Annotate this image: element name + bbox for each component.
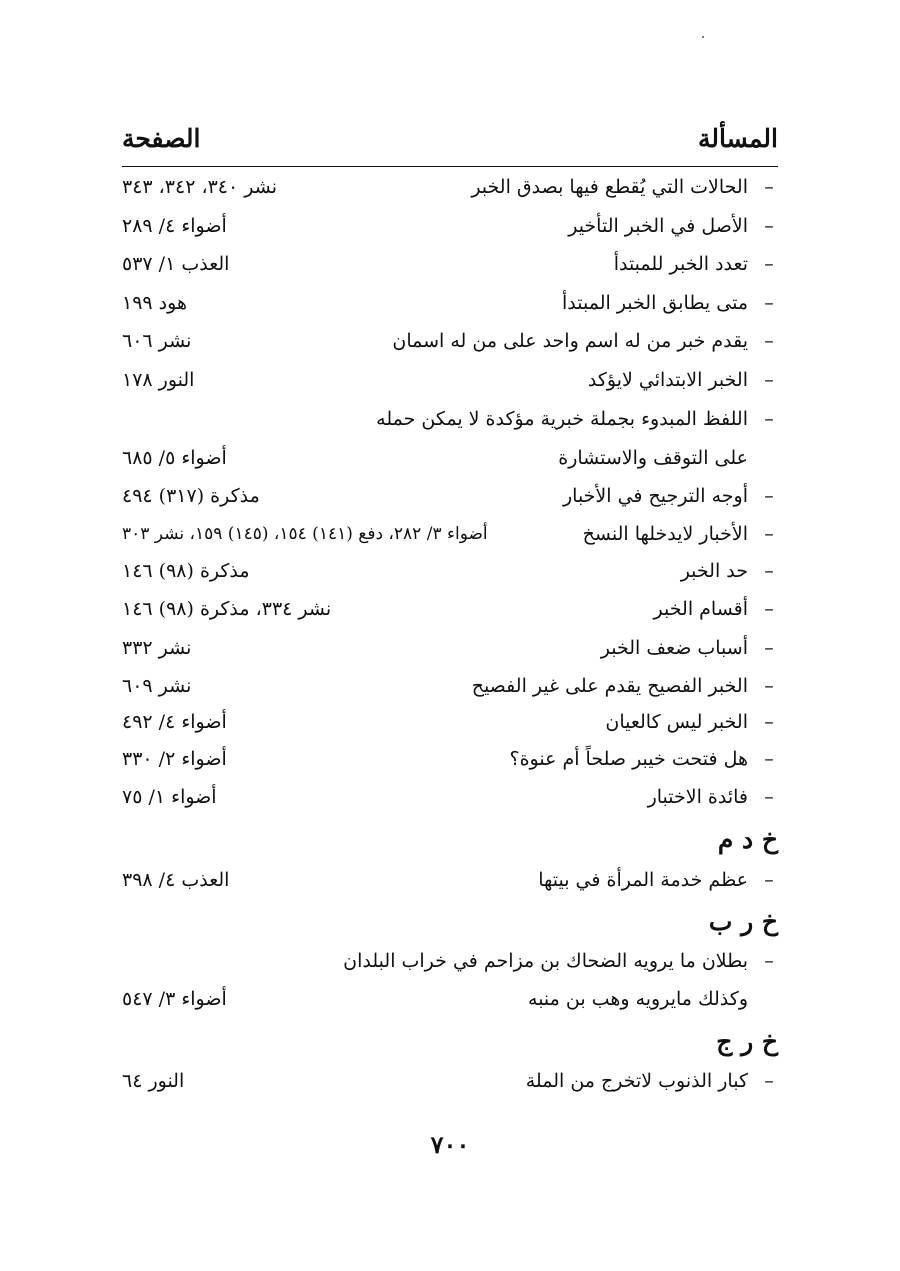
index-entry <box>122 633 778 663</box>
entry-topic: حد الخبر <box>680 560 748 582</box>
index-entry <box>122 481 778 511</box>
page-column-header: الصفحة <box>122 124 201 153</box>
entry-topic: الخبر ليس كالعيان <box>605 711 748 733</box>
index-entry <box>122 211 778 241</box>
entry-reference: مذكرة (٣١٧) ٤٩٤ <box>122 485 260 507</box>
index-entry <box>122 249 778 279</box>
index-entry <box>122 594 778 624</box>
entry-reference: أضواء ٤/ ٤٩٢ <box>122 711 227 733</box>
speck <box>702 36 704 38</box>
entry-reference: أضواء ٢/ ٣٣٠ <box>122 748 227 770</box>
index-entry <box>122 946 778 976</box>
entry-topic: عظم خدمة المرأة في بيتها <box>538 869 748 891</box>
entry-topic: الخبر الفصيح يقدم على غير الفصيح <box>471 675 748 697</box>
entry-topic: الخبر الابتدائي لايؤكد <box>587 369 748 391</box>
entry-dash: – <box>764 711 774 733</box>
entry-reference: نشر ٦٠٩ <box>122 675 192 697</box>
index-entry <box>122 744 778 774</box>
entry-dash: – <box>764 176 774 198</box>
entry-reference: نشر ٦٠٦ <box>122 330 192 352</box>
index-entry <box>122 172 778 202</box>
index-entry <box>122 782 778 812</box>
header-rule <box>122 166 778 167</box>
entry-topic: الأصل في الخبر التأخير <box>568 215 748 237</box>
entry-reference: أضواء ٤/ ٢٨٩ <box>122 215 227 237</box>
entry-topic: أوجه الترجيح في الأخبار <box>562 485 748 507</box>
entry-dash: – <box>764 637 774 659</box>
entry-topic: هل فتحت خيبر صلحاً أم عنوة؟ <box>509 748 748 770</box>
entry-reference: النور ٦٤ <box>122 1070 185 1092</box>
entry-dash: – <box>764 675 774 697</box>
entry-reference: نشر ٣٣٢ <box>122 637 192 659</box>
entry-topic: أقسام الخبر <box>653 598 748 620</box>
entry-reference: أضواء ١/ ٧٥ <box>122 786 217 808</box>
section-heading: خ ر ج <box>716 1027 778 1056</box>
index-entry <box>122 1066 778 1096</box>
entry-reference: أضواء ٣/ ٥٤٧ <box>122 988 227 1010</box>
section-heading: خ ر ب <box>708 907 778 936</box>
entry-dash: – <box>764 523 774 545</box>
entry-topic: الأخبار لايدخلها النسخ <box>582 523 748 545</box>
index-entry-continuation <box>122 443 778 473</box>
entry-reference: هود ١٩٩ <box>122 292 187 314</box>
entry-topic: كبار الذنوب لاتخرج من الملة <box>525 1070 748 1092</box>
index-entry <box>122 865 778 895</box>
entry-reference: العذب ١/ ٥٣٧ <box>122 253 230 275</box>
topic-column-header: المسألة <box>698 124 778 153</box>
entry-topic: فائدة الاختبار <box>647 786 748 808</box>
entry-dash: – <box>764 560 774 582</box>
index-entry-continuation <box>122 984 778 1014</box>
entry-topic: تعدد الخبر للمبتدأ <box>613 253 748 275</box>
entry-topic: وكذلك مايرويه وهب بن منبه <box>528 988 748 1010</box>
entry-dash: – <box>764 330 774 352</box>
index-entry <box>122 556 778 586</box>
entry-dash: – <box>764 1070 774 1092</box>
index-entry <box>122 671 778 701</box>
entry-reference: أضواء ٥/ ٦٨٥ <box>122 447 227 469</box>
entry-topic: بطلان ما يرويه الضحاك بن مزاحم في خراب البلدان <box>343 950 748 972</box>
entry-reference: نشر ٣٤٠، ٣٤٢، ٣٤٣ <box>122 176 277 198</box>
entry-reference: أضواء ٣/ ٢٨٢، دفع (١٤١) ١٥٤، (١٤٥) ١٥٩، نشر ٣٠٣ <box>122 524 488 544</box>
entry-topic: اللفظ المبدوء بجملة خبرية مؤكدة لا يمكن حمله <box>376 408 748 430</box>
entry-topic: أسباب ضعف الخبر <box>600 637 748 659</box>
entry-dash: – <box>764 748 774 770</box>
page-number: ٧٠٠ <box>430 1130 470 1159</box>
entry-reference: مذكرة (٩٨) ١٤٦ <box>122 560 250 582</box>
entry-dash: – <box>764 485 774 507</box>
entry-dash: – <box>764 869 774 891</box>
entry-dash: – <box>764 215 774 237</box>
entry-reference: نشر ٣٣٤، مذكرة (٩٨) ١٤٦ <box>122 598 332 620</box>
entry-dash: – <box>764 253 774 275</box>
entry-dash: – <box>764 292 774 314</box>
entry-dash: – <box>764 598 774 620</box>
entry-dash: – <box>764 950 774 972</box>
entry-topic: متى يطابق الخبر المبتدأ <box>562 292 748 314</box>
index-entry <box>122 365 778 395</box>
section-heading: خ د م <box>717 825 778 854</box>
entry-dash: – <box>764 408 774 430</box>
index-entry <box>122 326 778 356</box>
entry-dash: – <box>764 369 774 391</box>
index-entry <box>122 288 778 318</box>
index-entry <box>122 519 778 549</box>
entry-topic: يقدم خبر من له اسم واحد على من له اسمان <box>392 330 748 352</box>
entry-dash: – <box>764 786 774 808</box>
entry-topic: على التوقف والاستشارة <box>558 447 748 469</box>
entry-reference: النور ١٧٨ <box>122 369 195 391</box>
index-entry <box>122 404 778 434</box>
index-entry <box>122 707 778 737</box>
entry-reference: العذب ٤/ ٣٩٨ <box>122 869 230 891</box>
entry-topic: الحالات التي يُقطع فيها بصدق الخبر <box>471 176 748 198</box>
